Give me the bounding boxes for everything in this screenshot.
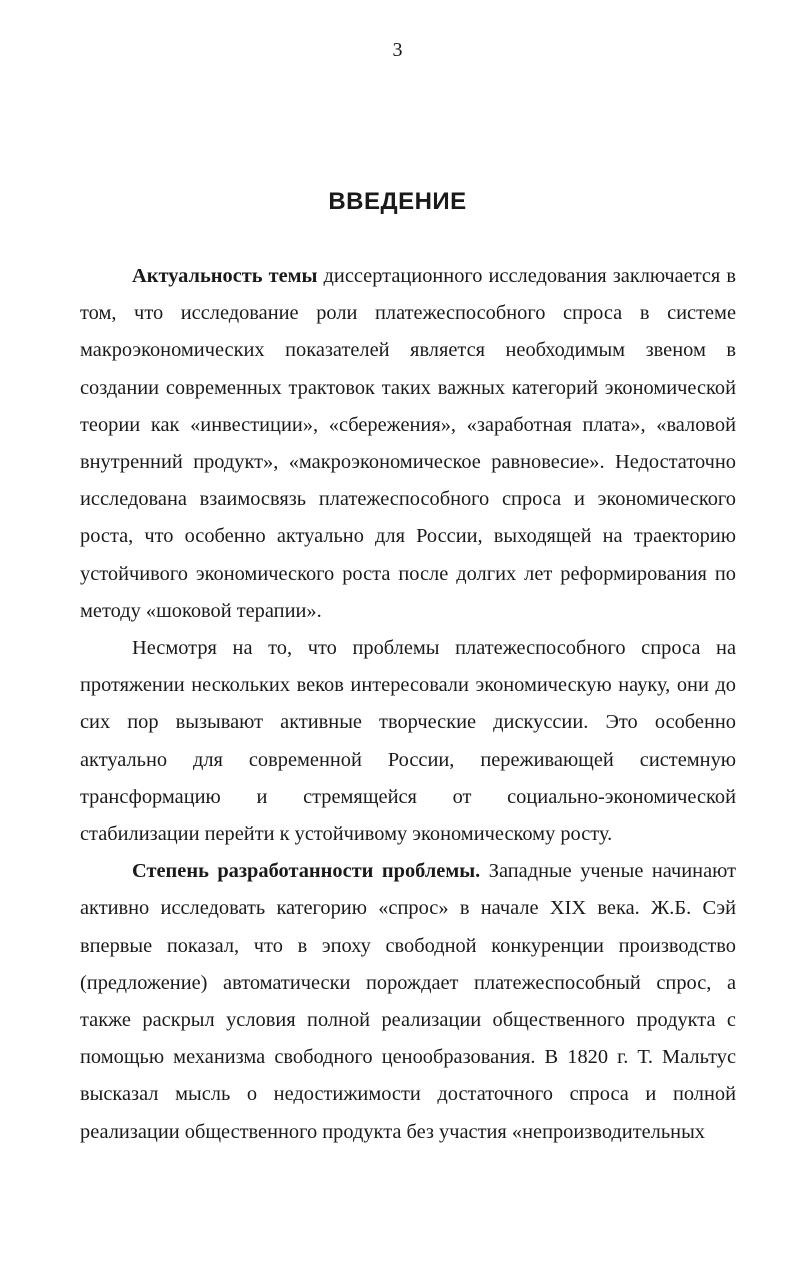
paragraph-text: Западные ученые начинают активно исследовать категорию «спрос» в начале XIX века. Ж.Б. Сэй впервые показал, что в эпоху свободной конкуренции производство (предложение) автоматически порождает платежеспособный спрос, а также раскрыл условия полной реализации общественного продукта с помощью механизма свободного ценообразования. В 1820 г. Т. Мальтус высказал мысль о недостижимости достаточного спроса и полной реализации общественного продукта без участия «непроизводительных — [80, 860, 736, 1143]
paragraph-lead: Степень разработанности проблемы. — [132, 860, 481, 883]
paragraph-discussion — [80, 630, 736, 853]
body-text — [80, 258, 736, 1151]
page-number: 3 — [392, 39, 403, 61]
paragraph-text: Несмотря на то, что проблемы платежеспособного спроса на протяжении нескольких веков интересовали экономическую науку, они до сих пор вызывают активные творческие дискуссии. Это особенно актуально для современной России, переживающей системную трансформацию и стремящейся от социально-экономической стабилизации перейти к устойчивому экономическому росту. — [80, 637, 736, 846]
paragraph-development-degree — [80, 853, 736, 1151]
paragraph-lead: Актуальность темы — [132, 265, 318, 287]
paragraph-relevance — [80, 258, 736, 630]
paragraph-text: диссертационного исследования заключается в том, что исследование роли платежеспособного спроса в системе макроэкономических показателей является необходимым звеном в создании современных трактовок таких важных категорий экономической теории как «инвестиции», «сбережения», «заработная плата», «валовой внутренний продукт», «макроэкономическое равновесие». Недостаточно исследована взаимосвязь платежеспособного спроса и экономического роста, что особенно актуально для России, выходящей на траекторию устойчивого экономического роста после долгих лет реформирования по методу «шоковой терапии». — [80, 265, 736, 622]
section-heading: ВВЕДЕНИЕ — [328, 188, 467, 215]
